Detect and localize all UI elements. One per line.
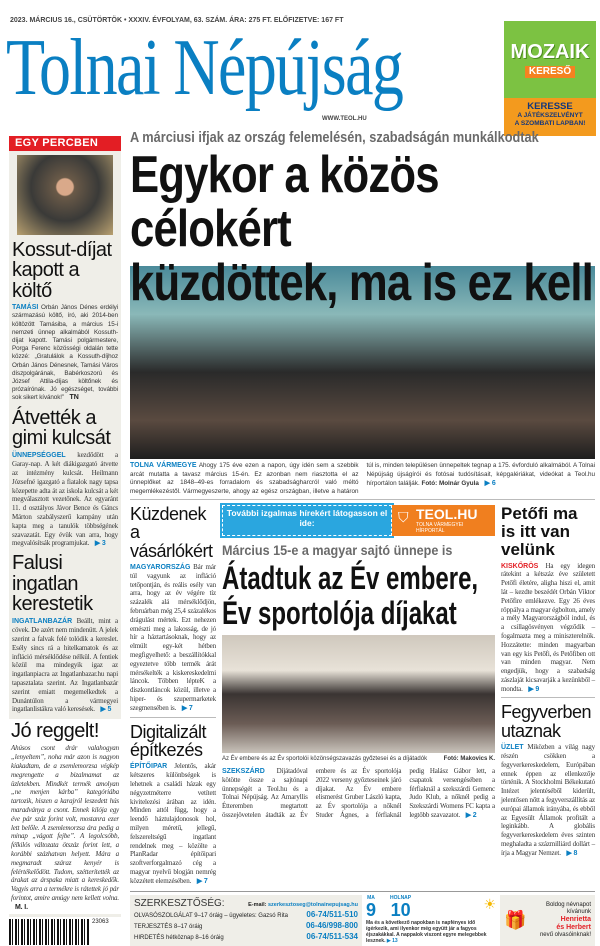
today-temp: 9 [366,899,377,920]
article-petofi[interactable] [501,505,595,693]
contacts-title: SZERKESZTŐSÉG: [134,897,225,909]
column-jo-reggelt[interactable] [9,719,121,914]
caption-text: Ahogy 175 éve ezen a napon, úgy idén sem a szebbik arcát mutatta a tavasz március 15-én. Ez azonban nem riasztotta el az ünneplőket az 1848–49-es forradalom és szabadságharcról való méltó megemlékezéstől. Vármegyeszerte, ahogy az egész országban, illetve a határon túl is, minden településen ünnepeltek tegnap a 175. évforduló alkalmából. A Tolnai Népújság újságírói és fotósai tudósításait, képgalériákat, videókat a Teol.hu hírportálon találják. [130,462,595,495]
section-tag: EGY PERCBEN [9,136,121,151]
article-body: Miközben a világ nagy részén csökken a fegyverkereskedelem, Európában ennek éppen az ellenkezője történik. A Stockholmi Békekutató Intézet jelentéséből kiderült, jelentősen nőtt a fegyverszállítás az európai államok irányába, és ebből az Egyesült Államok profitált a leginkább. A globális fegyverkereskedelem éves szinten meghaladta a százmilliárd dollárt – írja a Magyar Nemzet. [501,743,595,857]
article-body: Jelentős, akár kétszeres különbségek is lehetnek a családi házak egy négyzetméterre vetített kivitelezési árában az idén. Minden attól függ, hogy a leendő háztulajdonosok hol, milyen méretű, jellegű, felszereltségű ingatlant rendelnek meg – közölte a PlanRadar építőipari szoftverforgalmazó cég a magyar nyelvű blogján nemrég közzétett elemzésében. [130,762,216,885]
article-lead: INGATLANBAZÁR [12,618,73,626]
page-ref[interactable]: ▶ 6 [484,480,496,487]
footer [130,891,595,946]
article-title: Digitalizált építkezés [130,721,207,760]
page-ref[interactable]: ▶ 13 [386,937,398,944]
headline-line2: küzdöttek, ma is ez kell [130,254,593,312]
poet-photo [17,155,113,235]
article-title: Átvették a gimi kulcsát [12,406,111,449]
center-kicker: Március 15-e a magyar sajtó ünnepe is [222,542,453,558]
article-title: Küzdenek a vásárlókért [130,504,213,561]
sun-icon: ☀ [483,895,496,912]
masthead: Tolnai Népújság [6,24,403,112]
barcode-number: 23063 [92,918,109,925]
barcode-row [9,917,121,945]
teol-logo[interactable] [392,505,495,536]
teol-subtitle: TOLNA VÁRMEGYEI HÍRPORTÁL [416,522,464,534]
article-title: Falusi ingatlan kerestetik [12,552,93,615]
article-body: Bár már túl vagyunk az infláció tetőpontján, és reális esély van arra, hogy az év végére tíz százalék alá mérséklődjön, februárban még 25,4 százalékos drágulást mértek. Ezt nehezen emészti meg a lakosság, de jó hír a háztartásoknak, hogy az elmúlt egy-két hétben megfigyelhető: a beszállítókkal egyeztetve több termék árát mérsékelték a kiskereskedelmi láncok. Többen lépteK a diszkontláncok közül, illetve a hiper- és szupermarketek szegmensében is. [130,563,216,712]
tomorrow-label: HOLNAP [390,894,412,901]
page-ref[interactable]: ▶ 9 [528,685,540,693]
page-ref[interactable]: ▶ 8 [566,849,578,857]
article-lead: ÉPÍTŐIPAR [130,763,168,771]
right-column [501,505,595,858]
contact-phone[interactable]: 06-74/511-510 [306,909,358,919]
contact-label: OLVASÓSZOLGÁLAT 9–17 óráig – ügyeletes: Gazsó Rita [134,912,288,919]
page-ref[interactable]: ▶ 2 [465,811,477,819]
headline-line2: Év sportolója díjakat [222,595,457,631]
article-lead: SZEKSZÁRD [222,768,265,775]
article-title: Petőfi ma is itt van velünk [501,504,578,559]
column-1 [130,505,216,886]
center-headline[interactable] [222,561,495,631]
promo-line3: A SZOMBATI LAPBAN! [514,120,586,127]
promo-line2: A JÁTÉKSZELVÉNYT [517,112,583,119]
article-lead: KISKŐRÖS [501,562,539,570]
article-lead: ÜNNEPSÉGGEL [12,452,66,460]
photo-credit: Fotó: Makovics K. [443,756,495,762]
dateline: 2023. MÁRCIUS 16., CSÜTÖRTÖK • XXXIV. ÉVFOLYAM, 63. SZÁM. ÁRA: 275 FT. ELŐFIZETVE: 167 FT [10,17,344,24]
editorial-contacts [130,895,362,946]
nameday-names2: és Herbert [556,923,591,931]
main-kicker: A márciusi ifjak az ország felemelésén, szabadságán munkálkodtak [130,130,539,146]
headline-line1: Átadtuk az Év embere, [222,560,479,596]
column-body: Ahúsos csont drár valahogyan „lenyeltem”, noha már azon is nagyon kiakadtam, de a zsemlemorzsa végkép megrengette a bizalmamat az üzletekben. Mindkét termék amolyan „ne menjen kárba” kategóriába tartozik, hiszen a karajról leszedett hús maradványa a csont. Ennek kilója egy éve pár száz forint volt, mostanra ezer lett belőle. A zsemlemorzsa ára pedig a minap „vágott fejbe”. A legolcsóbb, félkilós változata ötszáz forint lett, a korábbi százhatvan helyett. Mára a megmaradt száraz kenyér is felértékelődött. Tudom, szétterítették az árakat az árspaka miatt a kereskedők. Vagyis arra a termékre is rátettek jó pár forintot, amire amúgy nem kellett volna. [11,744,119,903]
contact-phone[interactable]: 06-74/511-534 [306,931,358,941]
mozaik-promo[interactable] [504,21,596,98]
article-lead: ÜZLET [501,744,524,752]
main-area [130,130,595,946]
photo-credit: Fotó: Molnár Gyula [421,480,479,487]
article-lead: MAGYARORSZÁG [130,564,191,572]
article-ingatlan[interactable] [12,553,118,714]
shield-icon: ⛉ [398,509,409,525]
website-url[interactable]: WWW.TEOL.HU [322,116,367,122]
contact-label: HIRDETÉS hétköznap 8–16 óráig [134,934,224,941]
tomorrow-temp: 10 [390,899,411,920]
caption-text: Az Év embere és az Év sportolói közönségszavazás győztesei és a díjátadók [222,756,428,762]
lower-section [130,505,595,886]
weather [366,895,496,946]
teol-logo-text: TEOL.HU [416,506,478,522]
contact-phone[interactable]: 06-46/998-800 [305,920,358,930]
article-signature: TN [69,394,79,402]
mozaik-badge: KERESŐ [525,66,575,78]
article-body: Orbán János Dénes erdélyi származású költő, író, aki 2014-ben költözött Tamásiba, a március 15-i nemzeti ünnep alkalmából Kossuth-díjat kapott. Tamási polgármestere, Porga Ferenc közösségi oldalán tette közzé: „Gratulálok a Kossuth-díjhoz Orbán János Dénesnek, Tamási Város díszpolgárának, Babérkoszorú és József Attila-díjas költőnek és prózaírónak. Jó egészséget, további sok sikert kívánok!” [12,304,118,402]
article-digitalizalt[interactable] [130,723,216,886]
divider [130,499,595,500]
article-kuzdenek[interactable] [130,505,216,713]
article-title: Kossut-díjat kapott a költő [12,239,112,302]
divider [130,717,216,718]
email-link[interactable]: szerkesztoseg@tolnainepujsag.hu [267,901,358,908]
page-ref[interactable]: ▶ 5 [100,706,112,714]
article-title: Fegyverben utaznak [501,702,592,741]
award-caption [222,755,495,763]
article-body: Ha egy idegen rátekint a kétszáz éve született Petőfi életére, aligha hiszi el, amit lát – kezdte beszédét Orbán Viktor Petőfire emlékezve. Egy 26 éves röppálya a magyar égbolton, amely a mély Magyarországból indul, és a csillagösvényen végződik – fogalmazta meg a miniszterelnök. Hozzátette: minden magyarban van egy kis Petőfi, és Petőfiben ott van minden magyar. Nem engedjük, hogy a szabadság zászlaját kicsavarják a kezünkből – mondta. [501,561,595,693]
teol-banner-text[interactable]: További izgalmas hírekért látogasson el ide: [222,505,392,536]
center-column [222,505,495,820]
email-label: E-mail: [248,901,267,908]
page-ref[interactable]: ▶ 7 [181,704,193,712]
promo-line1: KERESSE [527,101,573,112]
column-title: Jó reggelt! [11,720,99,743]
article-body: Beállt, mint a cövek. De azért nem mindenütt. A jelek szerint a falvak felé tolódik a kereslet. Esély sincs rá a hitelkamatok és az infláció mérséklődése nélkül. A fentiek közül ma mindegyik igaz az ingatlanpiacra az Ingatlanbazar.hu napi tapasztalata szerint. Az Ingatlanbazár szerint emiatt megemelkedtek a Dunántúlon a vármegyei ingatlanlistákra való keresések. [12,617,118,714]
nameday-line2: kívánunk [566,908,591,915]
article-lead: TAMÁSI [12,304,39,312]
barcode [9,919,89,945]
nameday-box [500,895,595,946]
award-photo [222,635,495,753]
gift-icon: 🎁 [504,910,527,930]
caption-lead: TOLNA VÁRMEGYE [130,462,197,469]
article-fegyverben[interactable] [501,703,595,857]
main-caption [130,462,595,496]
article-gimi[interactable] [12,408,118,549]
weather-text: Ma és a következő napokban is napfényes idő ígérkezik, ami ilyenkor még együtt jár a fagyos éjszakákkal. A nappalok viszont egyre melegebbek lesznek. [366,919,487,944]
main-headline[interactable] [130,146,595,312]
contact-label: TERJESZTÉS 8–17 óráig [134,923,203,930]
nameday-names1: Henrietta [560,915,591,923]
column-signature: M. I. [15,903,28,911]
mozaik-logo: MOZAIK [510,40,590,63]
today-label: MA [367,894,375,901]
article-ev-embere[interactable] [222,767,495,820]
divider [501,697,595,698]
nameday-line1: Boldog névnapot [545,901,591,908]
page-ref[interactable]: ▶ 7 [196,877,208,885]
article-kossut[interactable] [12,240,118,403]
article-body: kezdődött a Garay-nap. A két diákigazgató átvette az intézmény kulcsát. Heilmann Józsefné igazgató a fiatalok nagy tapsa közepette adta át az iskola kulcsát a két megválasztott vezetőnek. Az egyaránt 11. d osztályos Jávor Bence és Gáncs Márton szabályszerű kampány után kapta meg a tanulók többségének szavazatát. Egy évük van arra, hogy megvalósítsák programjukat. [12,451,118,548]
headline-line1: Egykor a közös célokért [130,146,439,258]
article-body: Díjátadóval kötötte össze a sajtónapi ünnepségét a Teol.hu és a Tolnai Népújság. Az Amaryllis Étteremben megtartott összejövetelen átadták az Év embere és az Év sportolója 2022 verseny győzteseinek járó díjakat. Az Év embere elismerést Gruber László kapta, az Év sportolója a nőknél Studer Ágnes, a férfiaknál pedig Halász Gábor lett, a csapatok versengésében a férfiaknál a szekszárdi Gemenc Judo Klub, a nőknél pedig a Szekszárdi Womens FC kapta a legtöbb szavazatot. [222,767,495,819]
page-ref[interactable]: ▶ 3 [94,540,106,548]
nameday-line3: nevű olvasóinknak! [539,931,591,938]
left-column [9,136,121,945]
